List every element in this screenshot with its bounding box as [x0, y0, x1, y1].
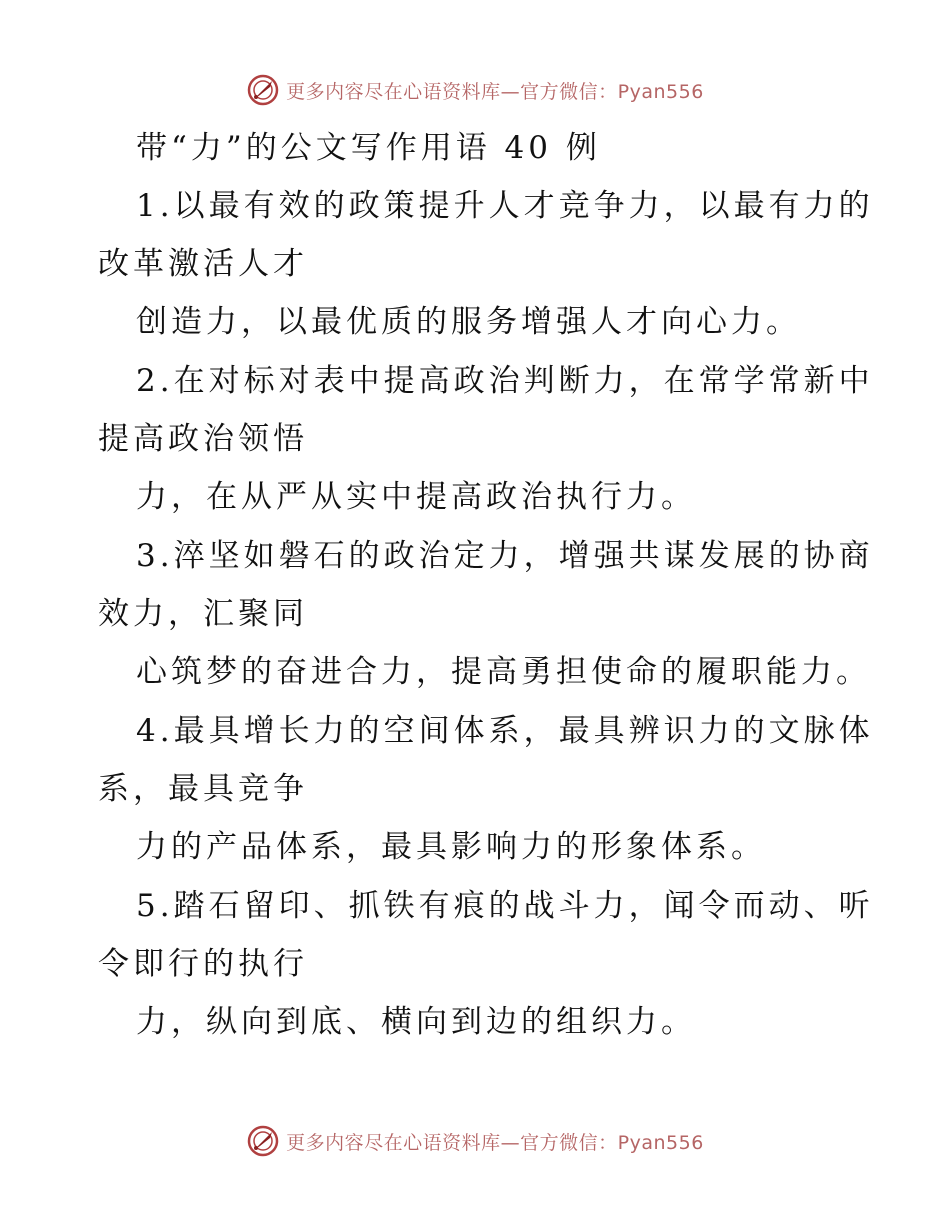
quill-circle-logo-icon: [246, 73, 280, 107]
text-line: 1.以最有效的政策提升人才竞争力，以最有力的: [136, 188, 874, 224]
text-line: 3.淬坚如磐石的政治定力，增强共谋发展的协商: [136, 538, 874, 574]
text-line: 提高政治领悟: [98, 421, 308, 457]
document-title: 带“力”的公文写作用语 40 例: [136, 130, 601, 166]
text-line: 4.最具增长力的空间体系，最具辨识力的文脉体: [136, 713, 874, 749]
text-line: 令即行的执行: [98, 946, 308, 982]
text-line: 改革激活人才: [98, 246, 308, 282]
text-line: 效力，汇聚同: [98, 596, 308, 632]
text-line: 系，最具竞争: [98, 771, 308, 807]
watermark-text: 更多内容尽在心语资料库—官方微信：Pyan556: [286, 80, 704, 103]
header-watermark: [0, 70, 950, 110]
footer-watermark: [0, 1121, 950, 1161]
text-line: 2.在对标对表中提高政治判断力，在常学常新中: [136, 363, 874, 399]
text-line: 心筑梦的奋进合力，提高勇担使命的履职能力。: [136, 654, 871, 690]
text-line: 力的产品体系，最具影响力的形象体系。: [136, 829, 766, 865]
quill-circle-logo-icon: [246, 1124, 280, 1158]
text-line: 力，纵向到底、横向到边的组织力。: [136, 1004, 696, 1040]
text-line: 5.踏石留印、抓铁有痕的战斗力，闻令而动、听: [136, 888, 874, 924]
text-line: 创造力，以最优质的服务增强人才向心力。: [136, 304, 801, 340]
watermark-text: 更多内容尽在心语资料库—官方微信：Pyan556: [286, 1131, 704, 1154]
text-line: 力，在从严从实中提高政治执行力。: [136, 479, 696, 515]
